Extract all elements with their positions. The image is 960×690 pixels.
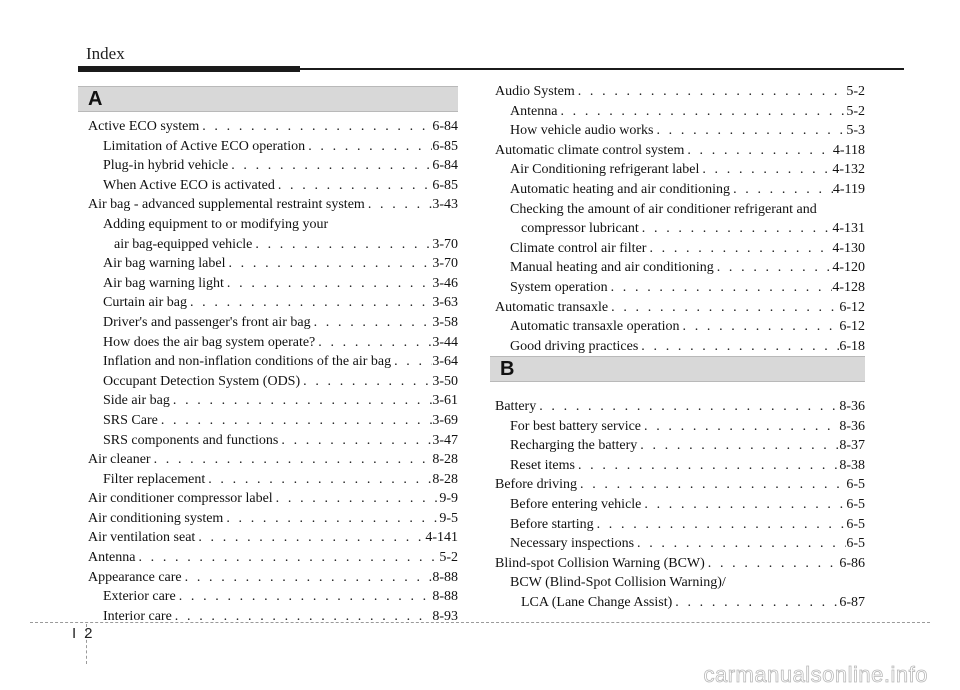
index-entry-label: Air Conditioning refrigerant label <box>510 162 700 178</box>
watermark: carmanualsonline.info <box>703 662 928 687</box>
index-entry-label: Driver's and passenger's front air bag <box>103 314 311 330</box>
index-entry-page: 3-70 <box>432 256 458 272</box>
index-entry-label: Manual heating and air conditioning <box>510 260 714 276</box>
index-entry-page: 3-47 <box>432 432 458 448</box>
dot-leader <box>273 489 440 509</box>
index-entry-label: Checking the amount of air conditioner refrigerant and <box>510 201 817 217</box>
index-entry <box>88 431 458 451</box>
index-entry-page: 8-88 <box>432 569 458 585</box>
index-column-left <box>88 117 458 626</box>
index-entry-page: 6-18 <box>839 338 865 354</box>
index-entry-page: 8-37 <box>839 438 865 454</box>
index-entry-page: 3-43 <box>432 197 458 213</box>
index-entry-label: Antenna <box>88 550 136 566</box>
index-entry-label: Recharging the battery <box>510 438 638 454</box>
index-entry-page: 6-87 <box>839 594 865 610</box>
index-entry-label: When Active ECO is activated <box>103 177 275 193</box>
dot-leader <box>305 137 432 157</box>
dot-leader <box>275 176 432 196</box>
index-entry-page: 6-84 <box>432 119 458 134</box>
index-entry <box>495 239 865 259</box>
index-entry-label: Air conditioner compressor label <box>88 491 273 507</box>
dot-leader <box>176 587 433 607</box>
footer-section-letter: I <box>72 625 77 642</box>
dot-leader <box>680 317 840 337</box>
footer-page-digit: 2 <box>84 625 93 642</box>
index-entry-page: 4-120 <box>832 260 865 276</box>
index-entry-label: Curtain air bag <box>103 295 187 311</box>
index-entry-label: Adding equipment to or modifying your <box>103 216 329 232</box>
index-entry-label: How vehicle audio works <box>510 123 654 139</box>
dot-leader <box>182 568 433 588</box>
dot-leader <box>151 450 433 470</box>
index-entry-page: 8-28 <box>432 452 458 468</box>
index-entry <box>495 495 865 515</box>
index-entry <box>495 573 865 593</box>
dot-leader <box>223 509 439 529</box>
index-entry-label: compressor lubricant <box>521 221 639 237</box>
index-entry-label: Air cleaner <box>88 452 151 468</box>
index-entry <box>88 391 458 411</box>
index-entry <box>495 593 865 613</box>
index-entry-page: 5-2 <box>439 550 458 566</box>
index-entry-label: Filter replacement <box>103 471 206 487</box>
index-entry <box>88 411 458 431</box>
index-entry <box>88 293 458 313</box>
index-entry-page: 8-93 <box>432 608 458 624</box>
index-entry-page: 8-36 <box>839 418 865 434</box>
header-rule-thick <box>78 66 300 72</box>
index-entry-page: 8-28 <box>432 471 458 487</box>
index-entry-label: Interior care <box>103 608 172 624</box>
index-entry-page: 6-85 <box>432 138 458 154</box>
index-entry <box>88 470 458 490</box>
index-entry <box>495 82 865 102</box>
index-entry-page: 3-70 <box>432 236 458 252</box>
dot-leader <box>699 160 832 180</box>
index-entry-label: Climate control air filter <box>510 240 647 256</box>
index-entry-page: 4-141 <box>425 530 458 546</box>
index-entry-label: Before entering vehicle <box>510 496 642 512</box>
dot-leader <box>646 239 832 259</box>
index-entry-label: Antenna <box>510 103 558 119</box>
dot-leader <box>653 121 846 141</box>
index-entry <box>495 534 865 554</box>
index-entry-label: How does the air bag system operate? <box>103 334 316 350</box>
index-entry <box>495 515 865 535</box>
index-entry-label: Air bag - advanced supplemental restraint system <box>88 197 365 213</box>
index-entry <box>495 102 865 122</box>
dot-leader <box>225 254 432 274</box>
dot-leader <box>557 102 846 122</box>
index-entry-label: Occupant Detection System (ODS) <box>103 373 301 389</box>
dot-leader <box>228 156 432 176</box>
index-entry <box>88 274 458 294</box>
index-entry-page: 3-50 <box>432 373 458 389</box>
dot-leader <box>135 548 439 568</box>
index-entry-page: 4-130 <box>832 240 865 256</box>
section-letter-b: B <box>500 358 515 380</box>
index-entry <box>88 607 458 627</box>
index-entry <box>495 475 865 495</box>
index-entry-page: 4-128 <box>832 279 865 295</box>
index-entry <box>88 215 458 235</box>
dot-leader <box>608 298 839 318</box>
dot-leader <box>199 117 432 137</box>
dot-leader <box>536 397 839 417</box>
index-entry-label: Automatic transaxle operation <box>510 319 680 335</box>
index-entry-label: Inflation and non-inflation conditions of the air bag <box>103 354 392 370</box>
index-entry-label: Automatic heating and air conditioning <box>510 181 731 197</box>
index-entry <box>88 117 458 137</box>
footer-dashed-rule <box>30 622 930 623</box>
index-entry-page: 6-12 <box>839 299 865 315</box>
index-entry-label: air bag-equipped vehicle <box>114 236 253 252</box>
index-entry-page: 4-131 <box>832 221 865 237</box>
index-entry-page: 6-5 <box>846 477 865 493</box>
index-entry-label: For best battery service <box>510 418 642 434</box>
index-entry-page: 3-44 <box>432 334 458 350</box>
index-entry-page: 3-69 <box>432 412 458 428</box>
index-entry <box>88 137 458 157</box>
index-entry-label: Automatic climate control system <box>495 142 685 158</box>
index-entry-label: Necessary inspections <box>510 536 635 552</box>
dot-leader <box>158 411 432 431</box>
dot-leader <box>705 554 840 574</box>
index-entry-label: Automatic transaxle <box>495 299 609 315</box>
header-rule-thin <box>300 68 904 70</box>
index-entry-label: Air conditioning system <box>88 510 224 526</box>
index-entry-label: Appearance care <box>88 569 182 585</box>
index-entry <box>88 568 458 588</box>
index-entry-label: Air bag warning label <box>103 256 226 272</box>
index-entry <box>495 298 865 318</box>
index-entry-page: 3-58 <box>432 314 458 330</box>
dot-leader <box>172 607 433 627</box>
index-entry-page: 3-46 <box>432 275 458 291</box>
index-entry <box>495 436 865 456</box>
index-entry <box>88 548 458 568</box>
index-entry <box>495 456 865 476</box>
index-entry <box>495 219 865 239</box>
index-entry-label: Exterior care <box>103 589 176 605</box>
index-entry-page: 5-2 <box>846 84 865 99</box>
dot-leader <box>594 515 847 535</box>
dot-leader <box>641 417 839 437</box>
page-header-title: Index <box>86 44 125 63</box>
dot-leader <box>634 534 846 554</box>
dot-leader <box>224 274 432 294</box>
index-entry-page: 8-88 <box>432 589 458 605</box>
index-entry <box>495 397 865 417</box>
index-entry-label: Good driving practices <box>510 338 639 354</box>
index-entry-page: 9-9 <box>439 491 458 507</box>
dot-leader <box>315 333 432 353</box>
index-entry-label: Active ECO system <box>88 119 200 134</box>
index-entry <box>88 333 458 353</box>
dot-leader <box>278 431 432 451</box>
index-entry <box>495 337 865 357</box>
index-entry-page: 6-12 <box>839 319 865 335</box>
index-entry <box>88 450 458 470</box>
index-entry <box>495 180 865 200</box>
index-entry-page: 6-84 <box>432 158 458 174</box>
index-entry-label: Plug-in hybrid vehicle <box>103 158 229 174</box>
index-entry <box>88 587 458 607</box>
index-entry <box>88 195 458 215</box>
dot-leader <box>684 141 833 161</box>
index-entry <box>495 200 865 220</box>
dot-leader <box>730 180 833 200</box>
index-entry <box>88 176 458 196</box>
index-entry <box>88 352 458 372</box>
dot-leader <box>637 436 839 456</box>
index-entry-label: Audio System <box>495 84 575 99</box>
index-entry-page: 3-61 <box>432 393 458 409</box>
index-entry <box>495 141 865 161</box>
index-entry-label: Blind-spot Collision Warning (BCW) <box>495 555 705 571</box>
index-entry <box>495 417 865 437</box>
dot-leader <box>187 293 432 313</box>
dot-leader <box>391 352 432 372</box>
dot-leader <box>575 82 847 102</box>
index-entry <box>495 121 865 141</box>
index-entry-page: 6-85 <box>432 177 458 193</box>
index-entry-page: 8-36 <box>839 399 865 414</box>
index-entry-page: 4-132 <box>832 162 865 178</box>
section-letter-a: A <box>88 88 103 110</box>
index-entry-page: 4-119 <box>832 181 865 197</box>
index-entry-label: Before starting <box>510 516 594 532</box>
index-entry-label: Before driving <box>495 477 578 493</box>
index-entry-page: 6-5 <box>846 536 865 552</box>
index-entry-page: 6-86 <box>839 555 865 571</box>
dot-leader <box>170 391 432 411</box>
index-entry-label: System operation <box>510 279 608 295</box>
dot-leader <box>714 258 833 278</box>
dot-leader <box>639 219 833 239</box>
index-entry <box>88 509 458 529</box>
index-entry-label: BCW (Blind-Spot Collision Warning)/ <box>510 575 726 591</box>
index-entry <box>88 372 458 392</box>
index-entry <box>88 313 458 333</box>
index-entry <box>88 489 458 509</box>
dot-leader <box>575 456 839 476</box>
index-entry-label: Reset items <box>510 457 575 473</box>
index-column-right-a <box>495 82 865 356</box>
index-entry <box>495 278 865 298</box>
index-entry-page: 8-38 <box>839 457 865 473</box>
index-entry <box>495 317 865 337</box>
dot-leader <box>365 195 433 215</box>
dot-leader <box>672 593 839 613</box>
dot-leader <box>577 475 846 495</box>
index-entry <box>88 156 458 176</box>
index-entry-page: 5-3 <box>846 123 865 139</box>
index-entry <box>495 258 865 278</box>
dot-leader <box>638 337 839 357</box>
index-entry <box>495 554 865 574</box>
index-column-right-b <box>495 397 865 613</box>
index-entry <box>88 528 458 548</box>
dot-leader <box>252 235 432 255</box>
index-entry-label: LCA (Lane Change Assist) <box>521 594 673 610</box>
section-header-a <box>78 86 458 112</box>
index-entry-page: 4-118 <box>832 142 865 158</box>
index-entry-label: Battery <box>495 399 537 414</box>
dot-leader <box>641 495 846 515</box>
index-entry-page: 9-5 <box>439 510 458 526</box>
index-entry-page: 5-2 <box>846 103 865 119</box>
index-entry-label: Side air bag <box>103 393 170 409</box>
dot-leader <box>195 528 425 548</box>
index-entry <box>495 160 865 180</box>
index-entry-page: 3-63 <box>432 295 458 311</box>
index-entry-label: Limitation of Active ECO operation <box>103 138 306 154</box>
index-entry <box>88 235 458 255</box>
index-entry-page: 3-64 <box>432 354 458 370</box>
index-entry-label: Air bag warning light <box>103 275 224 291</box>
index-entry-page: 6-5 <box>846 496 865 512</box>
index-entry-page: 6-5 <box>846 516 865 532</box>
index-entry <box>88 254 458 274</box>
dot-leader <box>608 278 833 298</box>
section-header-b <box>490 356 865 382</box>
footer-page-number <box>72 625 93 642</box>
index-entry-label: Air ventilation seat <box>88 530 196 546</box>
dot-leader <box>300 372 432 392</box>
index-entry-label: SRS components and functions <box>103 432 279 448</box>
index-entry-label: SRS Care <box>103 412 158 428</box>
dot-leader <box>205 470 432 490</box>
dot-leader <box>311 313 433 333</box>
